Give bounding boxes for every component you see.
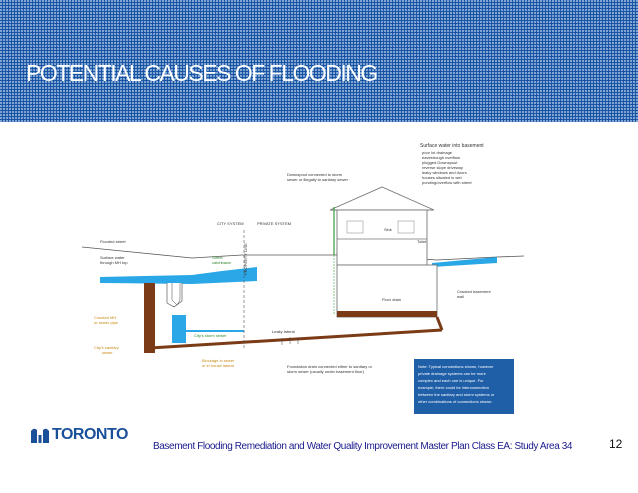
house-basement — [337, 265, 437, 317]
foundation-drain-label: Foundation drain connected either to sanitary or — [287, 364, 372, 369]
private-system-label: PRIVATE SYSTEM — [257, 221, 292, 226]
svg-text:or sewer pipe: or sewer pipe — [94, 320, 119, 325]
svg-text:other combinations of connecti: other combinations of connections shown. — [418, 399, 493, 404]
svg-text:private drainage systems can b: private drainage systems can be more — [418, 371, 486, 376]
svg-text:catchbasin: catchbasin — [212, 260, 232, 265]
svg-text:example, there could be interc: example, there could be interconnection — [418, 385, 489, 390]
sink-label: Sink — [384, 227, 392, 232]
flooded-street-label: Flooded street — [100, 239, 126, 244]
city-hall-icon — [30, 426, 50, 444]
svg-text:eavestrough overflow: eavestrough overflow — [422, 155, 461, 160]
sanitary-label: City's sanitary — [94, 345, 119, 350]
leaky-lateral-label: Leaky lateral — [272, 329, 295, 334]
cracked-mh-label: Cracked MH — [94, 315, 117, 320]
footer-text: Basement Flooding Remediation and Water Quality Improvement Master Plan Class EA: Study Area 34 — [153, 441, 573, 452]
page-number: 12 — [609, 437, 623, 451]
downspout-note: Downspout connected to storm — [287, 172, 343, 177]
toilet-label: Toilet — [417, 239, 427, 244]
svg-text:reverse slope driveway: reverse slope driveway — [422, 165, 463, 170]
basement-floor — [337, 311, 437, 317]
svg-text:houses situated in wet: houses situated in wet — [422, 175, 462, 180]
cracked-wall-label: Cracked basement — [457, 289, 491, 294]
svg-text:sewer or illegally to sanitary: sewer or illegally to sanitary sewer — [287, 177, 348, 182]
flooding-diagram — [72, 135, 524, 440]
street-water — [100, 267, 257, 284]
surface-mh-label: Surface water — [100, 255, 125, 260]
svg-text:leaky windows and doors: leaky windows and doors — [422, 170, 467, 175]
svg-text:between the sanitary and storm: between the sanitary and storm systems or — [418, 392, 495, 397]
svg-text:Note: Typical connections show: Note: Typical connections shown, however — [418, 364, 494, 369]
blockage-label: Blockage in sewer — [202, 358, 235, 363]
slide-title: POTENTIAL CAUSES OF FLOODING — [26, 60, 377, 86]
logo-text: TORONTO — [52, 426, 128, 443]
catchbasin-label: Street — [212, 255, 223, 260]
svg-text:storm sewer (usually under bas: storm sewer (usually under basement floor) — [287, 369, 364, 374]
svg-text:poor lot drainage: poor lot drainage — [422, 150, 453, 155]
toronto-logo — [30, 424, 128, 446]
house-upper — [337, 210, 427, 265]
house-roof — [330, 187, 434, 210]
svg-text:plugged Downspout: plugged Downspout — [422, 160, 458, 165]
svg-text:sewer: sewer — [102, 350, 113, 355]
surface-bullets — [422, 150, 472, 185]
floor-drain-label: Floor drain — [382, 297, 402, 302]
storm-label: City's storm sewer — [194, 333, 227, 338]
manhole — [144, 283, 155, 353]
svg-text:or in house lateral: or in house lateral — [202, 363, 234, 368]
property-line-label: PROPERTY LINE — [243, 243, 248, 275]
surface-title: Surface water into basement — [420, 143, 484, 149]
city-system-label: CITY SYSTEM — [217, 221, 244, 226]
svg-text:ponding/overflow with street: ponding/overflow with street — [422, 180, 472, 185]
storm-sewer — [172, 315, 186, 343]
svg-text:complex and each one is unique: complex and each one is unique. For — [418, 378, 484, 383]
svg-text:through MH top: through MH top — [100, 260, 128, 265]
ground-line — [82, 247, 524, 260]
svg-text:wall: wall — [457, 294, 464, 299]
